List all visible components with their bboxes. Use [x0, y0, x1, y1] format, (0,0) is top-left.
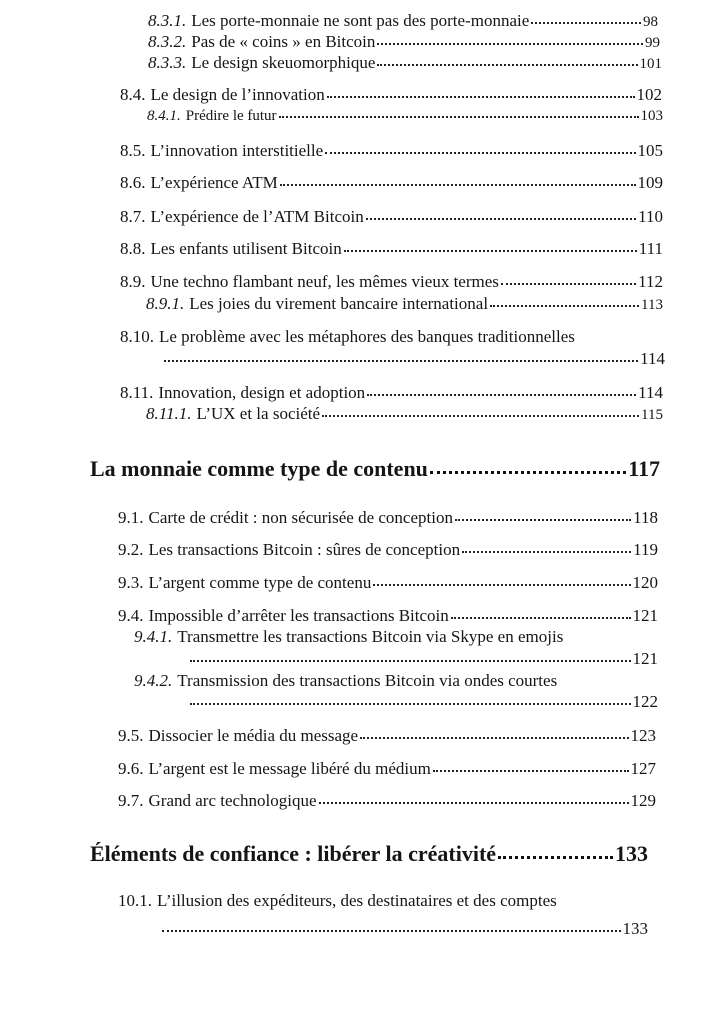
dot-leader — [344, 250, 637, 252]
toc-title: Les enfants utilisent Bitcoin — [150, 239, 342, 258]
toc-entry-continuation — [164, 350, 665, 367]
toc-entry — [118, 574, 658, 591]
toc-number: 9.3. — [118, 573, 144, 592]
toc-page: 111 — [638, 239, 663, 258]
toc-title: Transmission des transactions Bitcoin via ondes courtes — [177, 671, 558, 690]
dot-leader — [325, 152, 635, 154]
toc-title: L’argent est le message libéré du médium — [148, 759, 431, 778]
toc-number: 8.8. — [120, 239, 146, 258]
toc-chapter-heading — [90, 458, 660, 480]
toc-entry-continuation — [190, 650, 658, 667]
toc-number: 8.3.3. — [148, 53, 187, 72]
toc-title: L’expérience de l’ATM Bitcoin — [150, 207, 364, 226]
toc-title: Les transactions Bitcoin : sûres de conception — [148, 540, 461, 559]
dot-leader — [455, 519, 631, 521]
toc-entry — [118, 509, 658, 526]
dot-leader — [319, 802, 629, 804]
dot-leader — [377, 43, 643, 45]
toc-page: 114 — [640, 349, 665, 368]
dot-leader — [433, 770, 629, 772]
dot-leader — [373, 584, 630, 586]
toc-entry — [120, 174, 663, 191]
toc-entry — [148, 12, 658, 30]
toc-number: 9.5. — [118, 726, 144, 745]
toc-number: 8.3.1. — [148, 11, 187, 30]
toc-entry — [120, 86, 662, 103]
toc-chapter-title: Éléments de confiance : libérer la créativité — [90, 841, 497, 866]
toc-page: 98 — [643, 14, 658, 30]
toc-entry — [120, 328, 665, 345]
dot-leader — [531, 22, 641, 24]
toc-title: L’illusion des expéditeurs, des destinataires et des comptes — [157, 891, 557, 910]
toc-entry — [120, 142, 663, 159]
toc-title: Pas de « coins » en Bitcoin — [191, 32, 376, 51]
dot-leader — [322, 415, 639, 417]
toc-page: 103 — [640, 108, 663, 124]
toc-page: 109 — [637, 173, 663, 192]
toc-title: Carte de crédit : non sécurisée de conception — [148, 508, 453, 527]
toc-title: Le problème avec les métaphores des banques traditionnelles — [159, 327, 575, 346]
toc-number: 9.2. — [118, 540, 144, 559]
toc-title: Transmettre les transactions Bitcoin via Skype en emojis — [177, 627, 564, 646]
toc-page: 123 — [630, 726, 656, 745]
toc-page: 120 — [632, 573, 658, 592]
toc-page: 119 — [633, 540, 658, 559]
dot-leader — [360, 737, 628, 739]
toc-title: Une techno flambant neuf, les mêmes vieux termes — [150, 272, 499, 291]
toc-title: L’argent comme type de contenu — [148, 573, 372, 592]
dot-leader — [190, 703, 631, 705]
toc-entry — [148, 54, 662, 72]
toc-page: 121 — [632, 649, 658, 668]
dot-leader — [451, 617, 631, 619]
toc-title: Dissocier le média du message — [148, 726, 359, 745]
toc-title: Le design skeuomorphique — [191, 53, 376, 72]
toc-number: 9.4.1. — [134, 627, 173, 646]
toc-number: 8.11.1. — [146, 404, 192, 423]
toc-entry — [134, 628, 658, 645]
toc-page: 129 — [630, 791, 656, 810]
toc-number: 8.9. — [120, 272, 146, 291]
toc-title: L’UX et la société — [196, 404, 321, 423]
toc-number: 8.4.1. — [147, 108, 181, 124]
toc-number: 10.1. — [118, 891, 152, 910]
toc-entry — [120, 384, 663, 401]
dot-leader — [490, 305, 639, 307]
toc-page: 113 — [641, 297, 663, 313]
toc-chapter-title: La monnaie comme type de contenu — [90, 456, 428, 481]
toc-page: 122 — [632, 692, 658, 711]
toc-page: 133 — [615, 841, 648, 866]
toc-entry — [120, 273, 663, 290]
dot-leader — [377, 64, 637, 66]
toc-page: 121 — [632, 606, 658, 625]
toc-page: 114 — [638, 383, 663, 402]
toc-entry — [118, 760, 656, 777]
toc-entry — [148, 33, 660, 51]
dot-leader — [190, 660, 631, 662]
toc-entry — [118, 892, 648, 909]
toc-entry — [134, 672, 658, 689]
toc-title: Innovation, design et adoption — [158, 383, 366, 402]
toc-entry — [120, 240, 663, 257]
dot-leader — [164, 360, 638, 362]
toc-number: 8.10. — [120, 327, 154, 346]
toc-entry — [118, 727, 656, 744]
toc-number: 8.9.1. — [146, 294, 185, 313]
dot-leader — [162, 930, 621, 932]
toc-title: Les joies du virement bancaire international — [189, 294, 489, 313]
toc-page: 99 — [645, 35, 660, 51]
toc-number: 8.4. — [120, 85, 146, 104]
toc-title: L’expérience ATM — [150, 173, 278, 192]
toc-chapter-heading — [90, 843, 648, 865]
dot-leader — [280, 184, 636, 186]
toc-entry — [118, 541, 658, 558]
toc-number: 9.6. — [118, 759, 144, 778]
toc-number: 9.4. — [118, 606, 144, 625]
toc-title: Les porte-monnaie ne sont pas des porte-monnaie — [191, 11, 530, 30]
toc-number: 9.4.2. — [134, 671, 173, 690]
toc-title: Impossible d’arrêter les transactions Bitcoin — [148, 606, 449, 625]
toc-page: 101 — [639, 56, 662, 72]
toc-number: 8.7. — [120, 207, 146, 226]
dot-leader — [279, 116, 639, 118]
toc-number: 8.6. — [120, 173, 146, 192]
dot-leader — [501, 283, 636, 285]
toc-title: Grand arc technologique — [148, 791, 317, 810]
toc-page: 112 — [638, 272, 663, 291]
toc-entry-continuation — [190, 693, 658, 710]
toc-page: 110 — [638, 207, 663, 226]
toc-page: 133 — [622, 919, 648, 938]
dot-leader — [498, 856, 613, 859]
dot-leader — [366, 218, 636, 220]
toc-number: 8.5. — [120, 141, 146, 160]
dot-leader — [430, 471, 626, 474]
dot-leader — [367, 394, 636, 396]
toc-entry — [146, 295, 663, 313]
toc-number: 9.7. — [118, 791, 144, 810]
toc-number: 8.3.2. — [148, 32, 187, 51]
dot-leader — [462, 551, 631, 553]
toc-entry — [146, 405, 663, 423]
toc-page: 127 — [630, 759, 656, 778]
dot-leader — [327, 96, 635, 98]
toc-number: 9.1. — [118, 508, 144, 527]
toc-page: 102 — [636, 85, 662, 104]
toc-page: 115 — [641, 407, 663, 423]
toc-title: L’innovation interstitielle — [150, 141, 324, 160]
toc-page: 117 — [628, 456, 660, 481]
toc-title: Le design de l’innovation — [150, 85, 325, 104]
toc-title: Prédire le futur — [185, 108, 277, 124]
toc-page: 105 — [637, 141, 663, 160]
toc-page: 118 — [633, 508, 658, 527]
toc-entry — [118, 792, 656, 809]
toc-number: 8.11. — [120, 383, 154, 402]
toc-entry — [120, 208, 663, 225]
toc-entry — [147, 109, 663, 124]
toc-entry — [118, 607, 658, 624]
toc-entry-continuation — [162, 920, 648, 937]
